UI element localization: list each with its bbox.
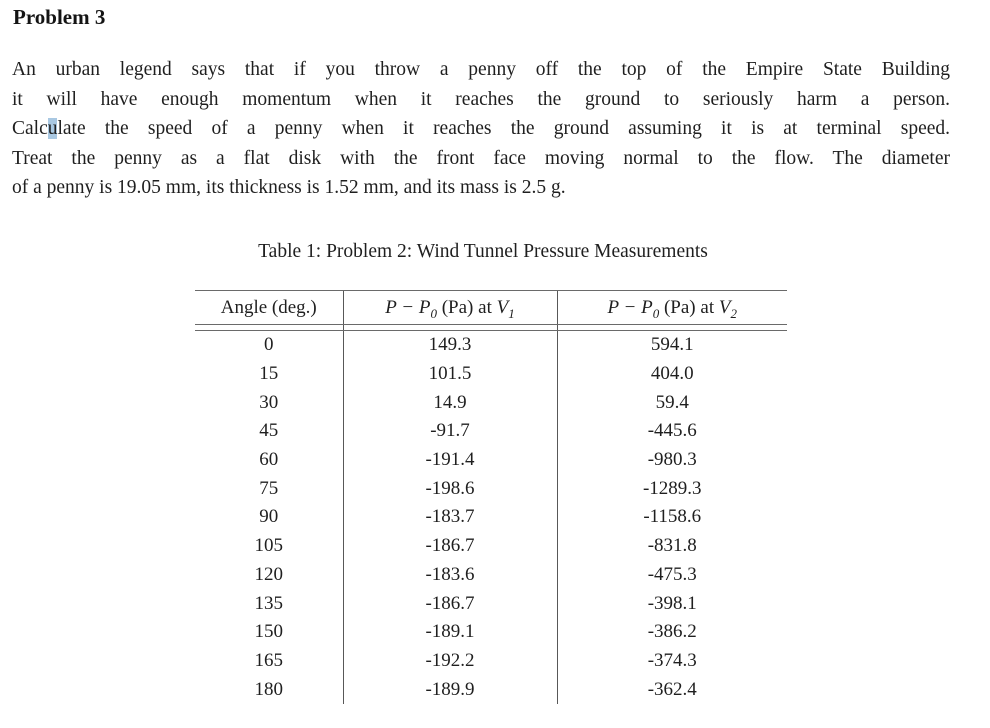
paragraph-line-2: it will have enough momentum when it reaches the ground to seriously harm a person. [12,88,950,110]
paragraph-line-5: of a penny is 19.05 mm, its thickness is 1.52 mm, and its mass is 2.5 g. [12,177,566,199]
table-header-row [195,291,787,325]
header-pressure-v2: $P - P_0$ (Pa) at $V_2$ [557,291,787,325]
problem-statement [12,55,950,203]
paragraph-line-3 [12,114,950,144]
table-row: 75 -198.6 -1289.3 [195,474,787,503]
table-row: 150 -189.1 -386.2 [195,618,787,647]
table-row: 60 -191.4 -980.3 [195,446,787,475]
problem-heading: Problem 3 [13,5,106,29]
table-row: 45 -91.7 -445.6 [195,417,787,446]
line3-prefix-text: Calc [12,118,48,140]
table-row: 15 101.5 404.0 [195,360,787,389]
paragraph-line-1: An urban legend says that if you throw a penny off the top of the Empire State Building [12,59,950,80]
table-row: 0 149.3 594.1 [195,331,787,360]
line3-suffix-text: late the speed of a penny when it reaches the ground assuming it is at terminal speed. [57,118,950,140]
paragraph-line-4: Treat the penny as a flat disk with the front face moving normal to the flow. The diameter [12,147,950,169]
table-row: 105 -186.7 -831.8 [195,532,787,561]
table-row: 30 14.9 59.4 [195,388,787,417]
table-row: 120 -183.6 -475.3 [195,561,787,590]
header-angle: Angle (deg.) [195,291,343,325]
table-caption: Table 1: Problem 2: Wind Tunnel Pressure Measurements [258,241,708,262]
pressure-measurements-table [195,290,787,704]
text-selection-highlight: u [47,118,58,140]
table-row: 180 -189.9 -362.4 [195,675,787,704]
table-row: 165 -192.2 -374.3 [195,647,787,676]
table-row: 135 -186.7 -398.1 [195,589,787,618]
table-row: 90 -183.7 -1158.6 [195,503,787,532]
header-pressure-v1: $P - P_0$ (Pa) at $V_1$ [343,291,557,325]
